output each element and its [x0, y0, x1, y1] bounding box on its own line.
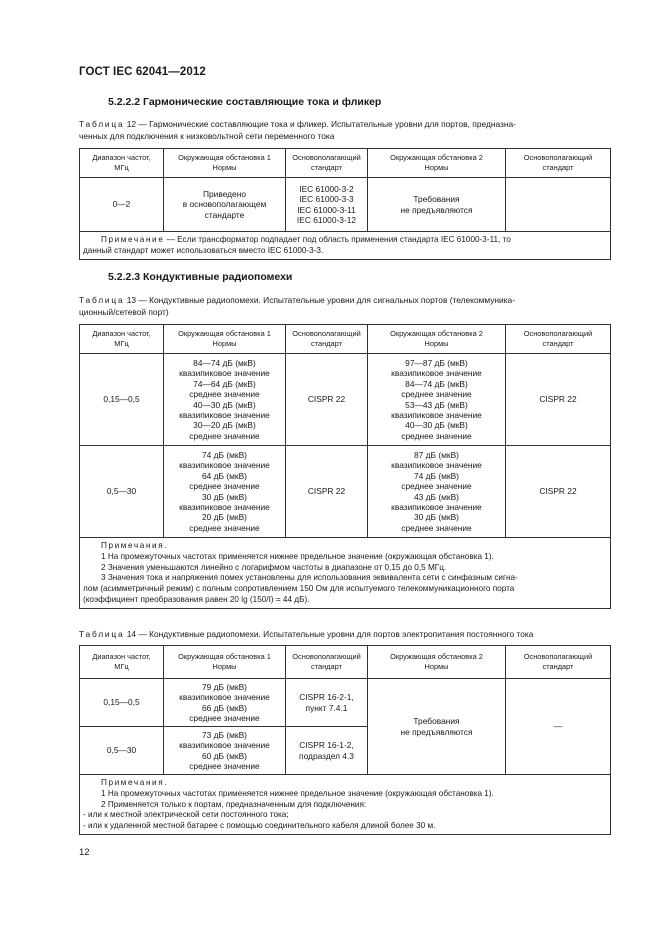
table12-note-row [80, 232, 611, 260]
table14-caption [79, 629, 607, 641]
table14-row1-base1: CISPR 16-2-1, пункт 7.4.1 [286, 679, 368, 727]
table13-row2-env1: 74 дБ (мкВ) квазипиковое значение 64 дБ (мкВ) среднее значение 30 дБ (мкВ) квазипиковое значение 20 дБ (мкВ) среднее значение [164, 446, 286, 538]
table13-note-3-cont1: лом (асимметричный режим) с полным сопротивлением 150 Ом для испытуемого телекоммуникационного порта [83, 584, 515, 594]
table14-note-2-item2: - или к удаленной местной батарее с помощью соединительного кабеля длиной более 30 м. [83, 821, 436, 831]
table14-row2-env1: 73 дБ (мкВ) квазипиковое значение 60 дБ (мкВ) среднее значение [164, 727, 286, 775]
table14-header-freq: Диапазон частот, МГц [80, 646, 164, 679]
table14-header-base2: Основополагающий стандарт [506, 646, 611, 679]
table13-row2-env2: 87 дБ (мкВ) квазипиковое значение 74 дБ (мкВ) среднее значение 43 дБ (мкВ) квазипиковое значение 30 дБ (мкВ) среднее значение [368, 446, 506, 538]
table13-header-base1: Основополагающий стандарт [286, 325, 368, 354]
table13-caption-line1: 13 — Кондуктивные радиопомехи. Испытательные уровни для сигнальных портов (телекоммуника- [124, 295, 515, 305]
table12-caption-line2: ченных для подключения к низковольтной сети переменного тока [79, 130, 335, 141]
table14-header-env1: Окружающая обстановка 1 Нормы [164, 646, 286, 679]
table13-row2-base2: CISPR 22 [506, 446, 611, 538]
table-13 [79, 324, 611, 609]
table13-notes-row [80, 538, 611, 609]
table14-row2-base1: CISPR 16-1-2, подраздел 4.3 [286, 727, 368, 775]
table13-row-2 [80, 446, 611, 538]
table13-header-freq: Диапазон частот, МГц [80, 325, 164, 354]
table12-header-row [80, 149, 611, 178]
table13-note-1: 1 На промежуточных частотах применяется нижнее предельное значение (окружающая обстановка 1). [101, 551, 494, 561]
table13-note-2: 2 Значения уменьшаются линейно с логарифмом частоты в диапазоне от 0,15 до 0,5 МГц. [101, 562, 447, 572]
table13-row-1 [80, 354, 611, 446]
table12-note [80, 232, 611, 260]
table12-header-freq: Диапазон частот, МГц [80, 149, 164, 178]
table12-caption-line1: 12 — Гармонические составляющие тока и фликер. Испытательные уровни для портов, предназна- [124, 119, 516, 129]
table13-caption [79, 295, 607, 318]
table14-header-env2: Окружающая обстановка 2 Нормы [368, 646, 506, 679]
table12-row [80, 178, 611, 232]
table-12 [79, 148, 611, 260]
table14-notes-row [80, 775, 611, 835]
table12-cell-base2 [506, 178, 611, 232]
table13-header-row [80, 325, 611, 354]
table14-note-1: 1 На промежуточных частотах применяется нижнее предельное значение (окружающая обстановка 1). [101, 788, 494, 798]
table12-caption [79, 119, 607, 142]
table13-notes-label: Примечания. [101, 541, 169, 550]
table13-caption-label: Таблица [79, 295, 125, 305]
table12-note-label: Примечание [101, 235, 165, 244]
table13-notes [80, 538, 611, 609]
table14-note-2: 2 Применяется только к портам, предназначенным для подключения: [101, 799, 367, 809]
table12-caption-label: Таблица [79, 119, 125, 129]
table-14 [79, 645, 611, 835]
table14-notes [80, 775, 611, 835]
section-title-harmonics: 5.2.2.2 Гармонические составляющие тока и фликер [108, 96, 382, 108]
table13-note-3: 3 Значения тока и напряжения помех установлены для использования эквивалента сети с синфазным сигна- [101, 573, 518, 583]
table14-header-row [80, 646, 611, 679]
table13-row1-freq: 0,15—0,5 [80, 354, 164, 446]
document-header: ГОСТ IEC 62041—2012 [79, 66, 206, 78]
table12-header-base2: Основополагающий стандарт [506, 149, 611, 178]
table12-cell-env1: Приведено в основополагающем стандарте [164, 178, 286, 232]
table13-row1-env2: 97—87 дБ (мкВ) квазипиковое значение 84—74 дБ (мкВ) среднее значение 53—43 дБ (мкВ) квазипиковое значение 40—30 дБ (мкВ) среднее значение [368, 354, 506, 446]
table14-note-2-item1: - или к местной электрической сети постоянного тока; [83, 810, 289, 820]
table13-header-env1: Окружающая обстановка 1 Нормы [164, 325, 286, 354]
table12-header-env1: Окружающая обстановка 1 Нормы [164, 149, 286, 178]
table14-header-base1: Основополагающий стандарт [286, 646, 368, 679]
table14-base2-merged: — [506, 679, 611, 775]
table12-cell-base1: IEC 61000-3-2 IEC 61000-3-3 IEC 61000-3-11 IEC 61000-3-12 [286, 178, 368, 232]
table14-caption-line1: 14 — Кондуктивные радиопомехи. Испытательные уровни для портов электропитания постоянного тока [124, 629, 534, 639]
section-title-conducted: 5.2.2.3 Кондуктивные радиопомехи [108, 271, 293, 283]
table14-env2-merged: Требования не предъявляются [368, 679, 506, 775]
table12-cell-env2: Требования не предъявляются [368, 178, 506, 232]
table13-row1-env1: 84—74 дБ (мкВ) квазипиковое значение 74—64 дБ (мкВ) среднее значение 40—30 дБ (мкВ) квазипиковое значение 30—20 дБ (мкВ) среднее значение [164, 354, 286, 446]
table13-row2-base1: CISPR 22 [286, 446, 368, 538]
table14-notes-label: Примечания. [101, 778, 169, 787]
table14-row2-freq: 0,5—30 [80, 727, 164, 775]
table13-row2-freq: 0,5—30 [80, 446, 164, 538]
table12-header-base1: Основополагающий стандарт [286, 149, 368, 178]
table13-row1-base1: CISPR 22 [286, 354, 368, 446]
table12-note-line2: данный стандарт может использоваться вместо IEC 61000-3-3. [83, 245, 324, 255]
table12-cell-freq: 0—2 [80, 178, 164, 232]
table13-caption-line2: ционный/сетевой порт) [79, 306, 169, 317]
table13-header-base2: Основополагающий стандарт [506, 325, 611, 354]
table12-header-env2: Окружающая обстановка 2 Нормы [368, 149, 506, 178]
table14-row1-freq: 0,15—0,5 [80, 679, 164, 727]
table13-row1-base2: CISPR 22 [506, 354, 611, 446]
table13-note-3-cont2: (коэффициент преобразования равен 20 lg (150/I) = 44 дБ). [83, 594, 310, 604]
table14-caption-label: Таблица [79, 629, 125, 639]
table14-row1-env1: 79 дБ (мкВ) квазипиковое значение 66 дБ (мкВ) среднее значение [164, 679, 286, 727]
table12-note-line1: — Если трансформатор подпадает под область применения стандарта IEC 61000-3-11, то [164, 235, 511, 244]
table14-row-1 [80, 679, 611, 727]
page-number: 12 [79, 847, 90, 858]
table13-header-env2: Окружающая обстановка 2 Нормы [368, 325, 506, 354]
